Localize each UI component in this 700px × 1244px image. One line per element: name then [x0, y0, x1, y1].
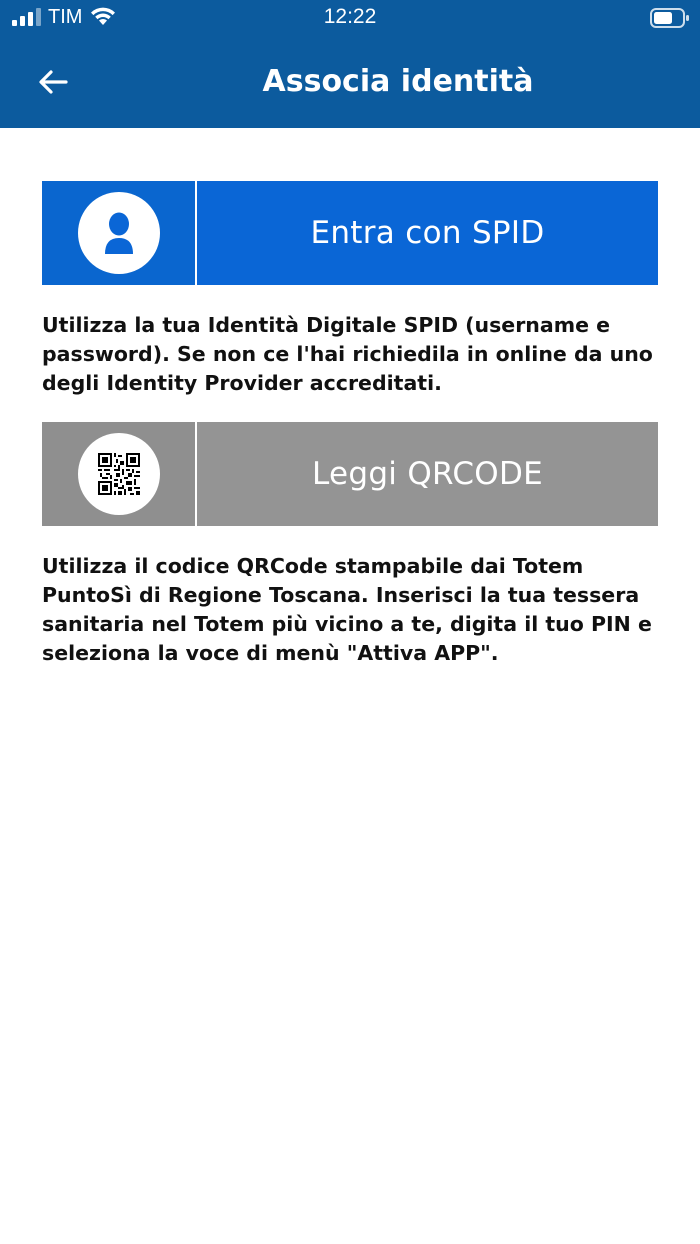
user-icon — [99, 211, 139, 255]
status-bar — [0, 0, 700, 36]
battery-icon — [650, 8, 690, 28]
spid-description: Utilizza la tua Identità Digitale SPID (username e password). Se non ce l'hai richiedila in online da uno degli Identity Provider accreditati. — [42, 313, 653, 395]
app-header — [0, 0, 700, 128]
qrcode-button-label: Leggi QRCODE — [311, 456, 544, 492]
qrcode-icon-box — [42, 422, 195, 526]
spid-button-label: Entra con SPID — [310, 215, 545, 251]
arrow-left-icon — [38, 69, 68, 95]
page-title: Associa identità — [262, 64, 534, 99]
qrcode-button[interactable] — [42, 422, 658, 526]
status-time: 12:22 — [323, 5, 377, 28]
qrcode-icon — [98, 453, 140, 495]
qrcode-description: Utilizza il codice QRCode stampabile dai Totem PuntoSì di Regione Toscana. Inserisci la tua tessera sanitaria nel Totem più vicino a te, digita il tuo PIN e seleziona la voce di menù "Attiva APP". — [42, 554, 652, 665]
spid-icon-circle — [78, 192, 160, 274]
qrcode-label-box — [197, 422, 658, 526]
back-button[interactable] — [28, 60, 78, 104]
qrcode-icon-circle — [78, 433, 160, 515]
spid-label-box — [197, 181, 658, 285]
carrier-name: TIM — [48, 6, 83, 28]
spid-icon-box — [42, 181, 195, 285]
nav-bar — [0, 36, 700, 128]
spid-login-button[interactable] — [42, 181, 658, 285]
